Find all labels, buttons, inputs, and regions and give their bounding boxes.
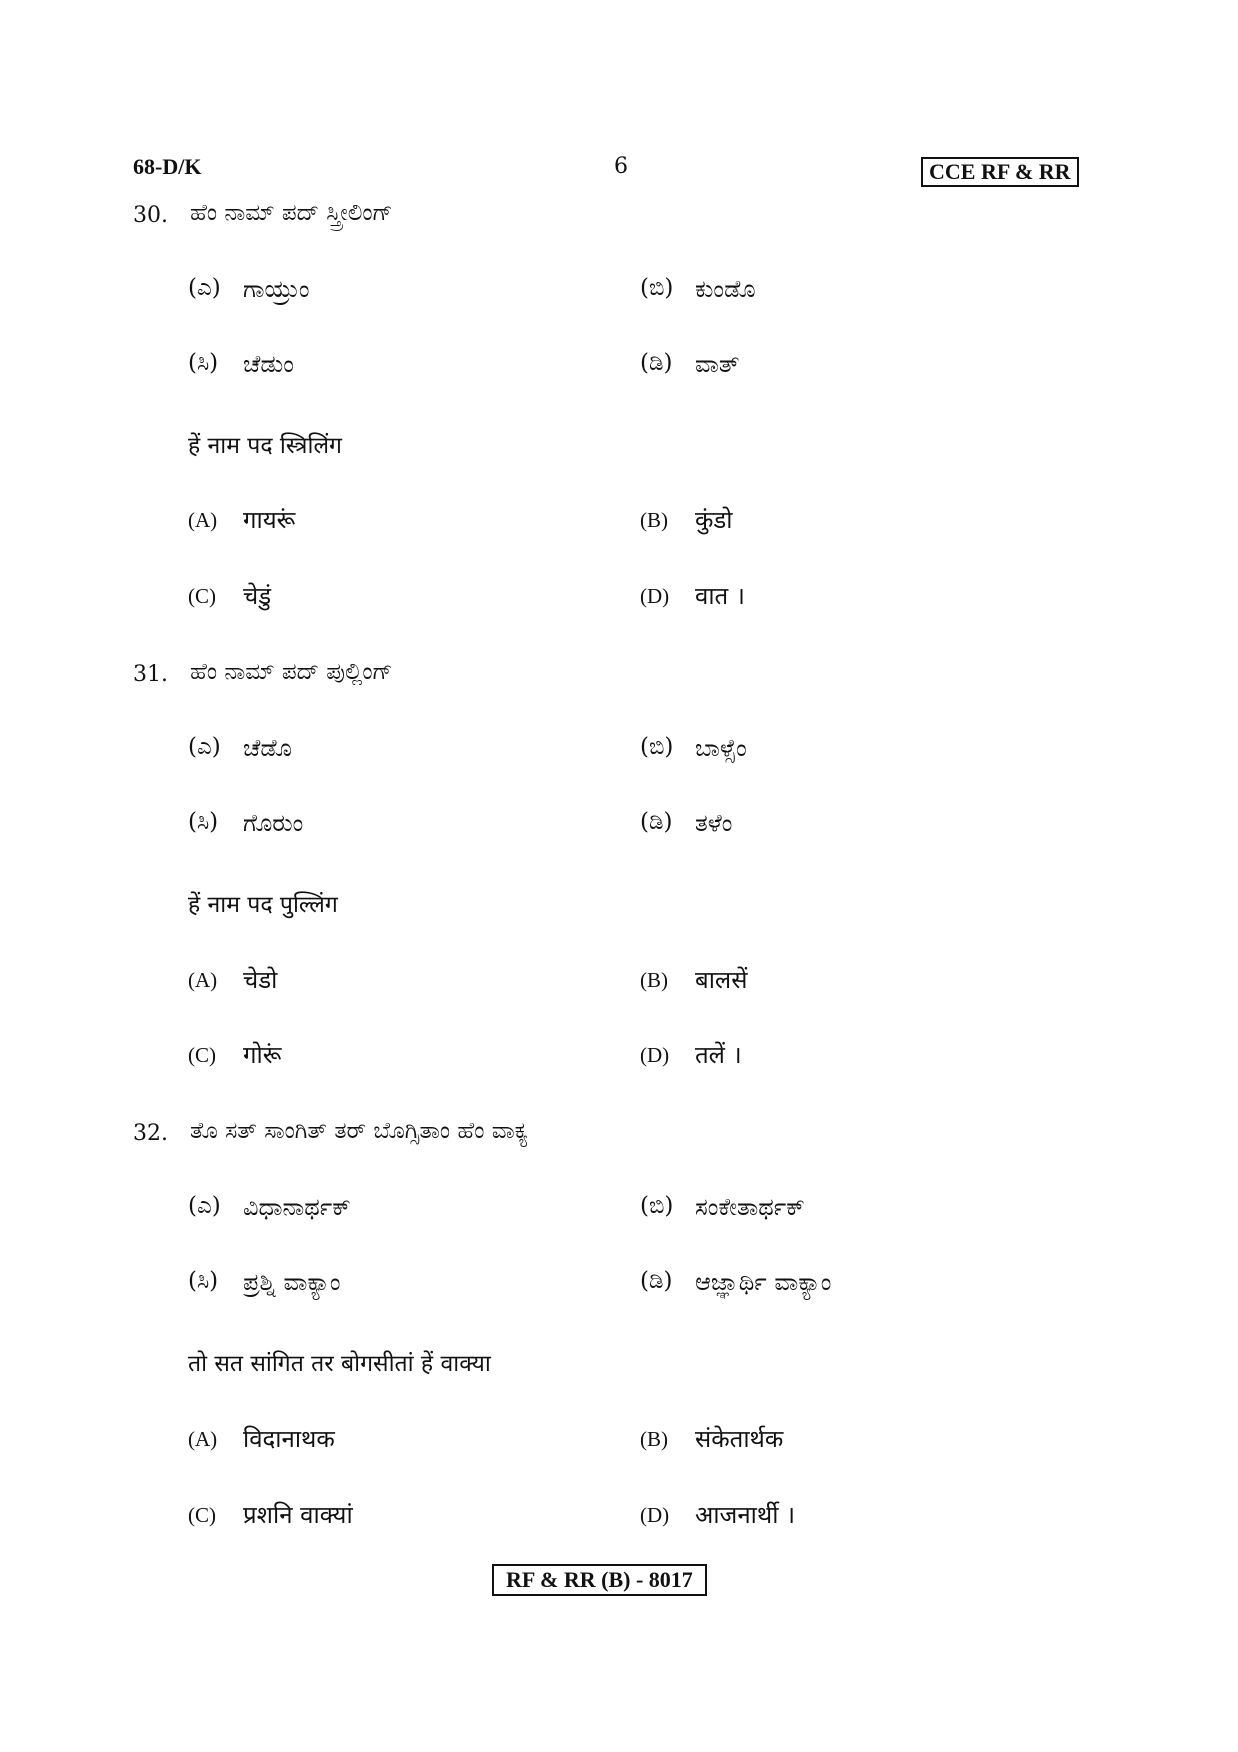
option-text: प्रशनि वाक्यां [243, 1501, 353, 1529]
option-label: (ಡಿ) [640, 809, 673, 835]
paper-code: 68-D/K [133, 154, 202, 179]
question-text-devanagari: हें नाम पद पुल्लिंग [188, 892, 338, 918]
option-label: (ಎ) [188, 734, 221, 760]
option-text: ವಾತ್ [695, 350, 740, 378]
option-label: (ಬಿ) [640, 1193, 674, 1219]
option-text: ಗೊರುಂ [243, 809, 304, 837]
option-label: (ಡಿ) [640, 1268, 673, 1294]
option-label: (A) [188, 1427, 218, 1451]
option-text: ಚೆಡುಂ [243, 350, 294, 378]
question-number: 30. [133, 203, 168, 228]
option-text: संकेतार्थक [695, 1425, 784, 1453]
option-label: (ಡಿ) [640, 350, 673, 376]
option-text: ಬಾಳ್ಸೆಂ [695, 734, 747, 762]
option-label: (ಸಿ) [188, 809, 219, 835]
option-text: ಕುಂಡೊ [695, 275, 756, 303]
option-text: ಪ್ರಶ್ನಿ ವಾಕ್ಯಾಂ [243, 1268, 341, 1296]
option-text: ಗಾಯ್ರುಂ [243, 275, 310, 303]
question-number: 31. [133, 662, 168, 687]
option-text: ಆಜ್ಞಾರ್ಥಿ ವಾಕ್ಯಾಂ [695, 1268, 832, 1296]
question-text-kannada: ಹೆಂ ನಾಮ್ ಪದ್ ಪುಲ್ಲಿಂಗ್ [190, 659, 393, 685]
option-label: (A) [188, 968, 218, 992]
question-text-kannada: ತೊ ಸತ್ ಸಾಂಗಿತ್ ತರ್ ಬೊಗ್ಸಿತಾಂ ಹೆಂ ವಾಕ್ಯ [190, 1118, 529, 1144]
option-label: (ಸಿ) [188, 1268, 219, 1294]
option-text: ತಳೆಂ [695, 809, 733, 837]
option-label: (D) [640, 584, 670, 608]
option-text: तलें । [695, 1041, 742, 1069]
option-label: (C) [188, 1043, 216, 1067]
option-text: ಸಂಕೇತಾರ್ಥಕ್ [695, 1193, 805, 1221]
series-box: CCE RF & RR [921, 157, 1079, 187]
question-text-devanagari: तो सत सांगित तर बोगसीतां हें वाक्या [188, 1351, 491, 1377]
option-label: (ಎ) [188, 1193, 221, 1219]
option-text: चेडुं [243, 582, 272, 610]
option-label: (ಬಿ) [640, 734, 674, 760]
option-text: विदानाथक [243, 1425, 335, 1453]
option-text: ವಿಧಾನಾರ್ಥಕ್ [243, 1193, 351, 1221]
option-text: गोरूं [243, 1041, 282, 1069]
option-text: बालसें [695, 966, 748, 994]
question-text-devanagari: हें नाम पद स्त्रिलिंग [188, 433, 342, 459]
option-label: (D) [640, 1503, 670, 1527]
option-text: कुंडो [695, 506, 733, 534]
option-text: वात । [695, 582, 745, 610]
option-text: ಚೆಡೊ [243, 734, 292, 762]
option-label: (ಎ) [188, 275, 221, 301]
option-label: (C) [188, 1503, 216, 1527]
question-text-kannada: ಹೆಂ ನಾಮ್ ಪದ್ ಸ್ತ್ರೀಲಿಂಗ್ [190, 200, 393, 226]
option-text: गायरूं [243, 506, 296, 534]
option-label: (B) [640, 508, 668, 532]
page-number: 6 [614, 154, 628, 179]
footer-code-box: RF & RR (B) - 8017 [492, 1564, 707, 1596]
option-label: (ಸಿ) [188, 350, 219, 376]
option-label: (B) [640, 968, 668, 992]
option-text: आजनार्थी । [695, 1501, 796, 1529]
question-number: 32. [133, 1121, 168, 1146]
option-text: चेडो [243, 966, 278, 994]
option-label: (C) [188, 584, 216, 608]
option-label: (D) [640, 1043, 670, 1067]
option-label: (B) [640, 1427, 668, 1451]
option-label: (ಬಿ) [640, 275, 674, 301]
option-label: (A) [188, 508, 218, 532]
